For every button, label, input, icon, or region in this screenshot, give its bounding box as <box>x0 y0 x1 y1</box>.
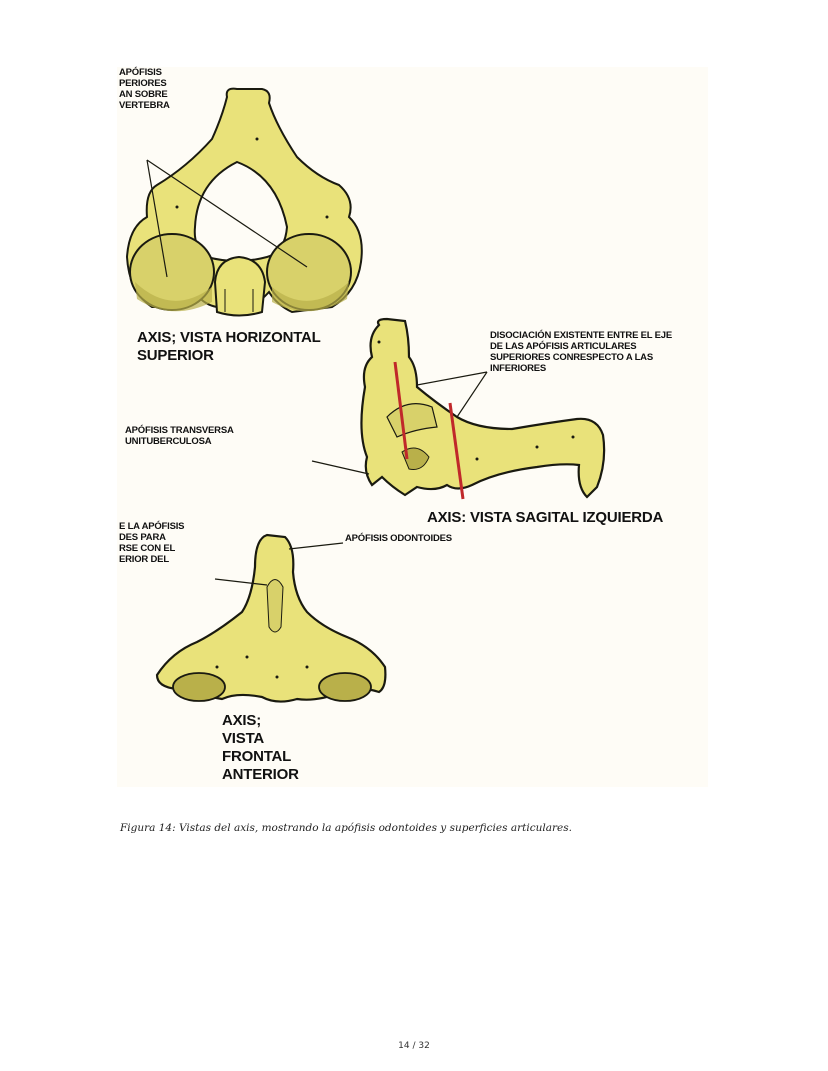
label-articular-axis-dissociation: DISOCIACIÓN EXISTENTE ENTRE EL EJE DE LAS APÓFISIS ARTICULARES SUPERIORES CONRESPECTO A LAS INFERIORES <box>490 330 673 374</box>
label-odontoid-cut: E LA APÓFISIS DES PARA RSE CON EL ERIOR DEL <box>119 521 185 565</box>
label-left-sagittal-view: AXIS: VISTA SAGITAL IZQUIERDA <box>427 509 664 526</box>
axis-horizontal-view-drawing <box>127 89 362 316</box>
label-odontoid-process: APÓFISIS ODONTOIDES <box>345 533 452 544</box>
figure-caption: Figura 14: Vistas del axis, mostrando la apófisis odontoides y superficies articulares. <box>120 822 572 834</box>
axis-figure <box>117 67 708 787</box>
label-superior-articular-cut: APÓFISIS PERIORES AN SOBRE VERTEBRA <box>119 67 170 111</box>
label-horizontal-superior-view: AXIS; VISTA HORIZONTAL SUPERIOR <box>137 329 321 364</box>
label-frontal-anterior-view: AXIS; VISTA FRONTAL ANTERIOR <box>222 712 299 783</box>
page-number: 14 / 32 <box>398 1041 430 1051</box>
label-transverse-process: APÓFISIS TRANSVERSA UNITUBERCULOSA <box>125 425 234 447</box>
axis-frontal-view-drawing <box>157 535 385 702</box>
